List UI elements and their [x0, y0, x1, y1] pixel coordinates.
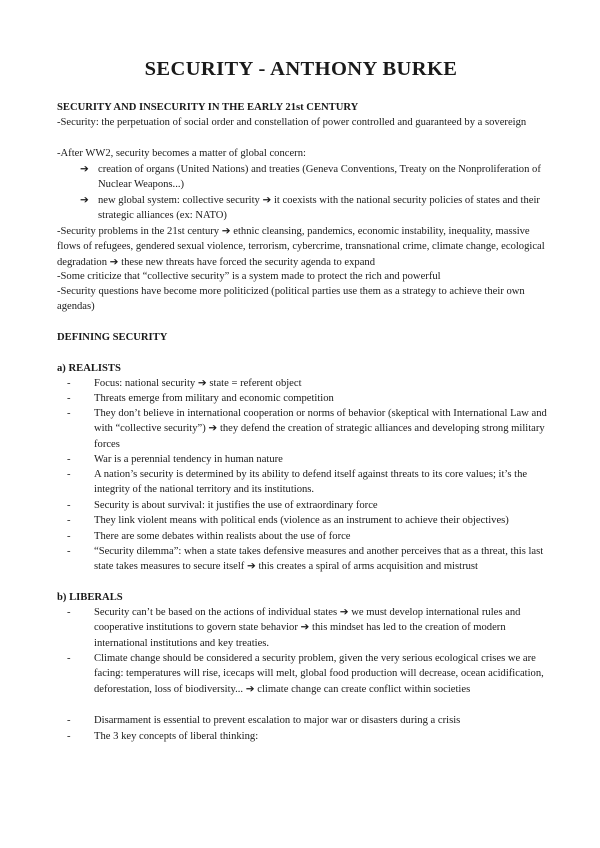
- list-item: [67, 498, 551, 513]
- list-item-text: Security is about survival: it justifies the use of extraordinary force: [94, 500, 378, 511]
- page-title: SECURITY - ANTHONY BURKE: [144, 58, 458, 80]
- paragraph-security-definition: -Security: the perpetuation of social order and constellation of power controlled and guaranteed by a sovereign: [57, 117, 527, 128]
- dash-marker: -: [67, 607, 71, 618]
- list-item: [67, 729, 551, 744]
- list-item: [67, 513, 551, 528]
- paragraph-collective-security-criticism: -Some criticize that “collective security” is a system made to protect the rich and powerful: [57, 271, 441, 282]
- list-item: [67, 376, 551, 391]
- list-item-text: “Security dilemma”: when a state takes defensive measures and another perceives that as a threat, this last state takes measures to secure itself ➔ this creates a spiral of arms acquisition and mistrust: [94, 546, 544, 573]
- paragraph-after-ww2: -After WW2, security becomes a matter of global concern:: [57, 148, 306, 159]
- list-item: [67, 713, 551, 728]
- arrow-list-item: [80, 193, 550, 224]
- list-item-text: creation of organs (United Nations) and treaties (Geneva Conventions, Treaty on the Nonproliferation of Nuclear Weapons...): [98, 164, 541, 191]
- dash-marker: -: [67, 546, 71, 557]
- list-item: [67, 467, 551, 498]
- list-item: [67, 391, 551, 406]
- dash-marker: -: [67, 531, 71, 542]
- arrow-icon: ➔: [80, 195, 89, 206]
- paragraph-security-problems: -Security problems in the 21st century ➔ ethnic cleansing, pandemics, economic instability, inequality, massive flows of refugees, gendered sexual violence, terrorism, cybercrime, transnational crime, climate change, ecological degradation ➔ these new threats have forced the security agenda to expand: [57, 226, 545, 268]
- arrow-list-item: [80, 162, 550, 193]
- dash-marker: -: [67, 500, 71, 511]
- list-item-text: The 3 key concepts of liberal thinking:: [94, 731, 259, 742]
- list-item: [67, 651, 551, 697]
- dash-marker: -: [67, 378, 71, 389]
- dash-marker: -: [67, 715, 71, 726]
- dash-marker: -: [67, 469, 71, 480]
- list-item-text: new global system: collective security ➔ it coexists with the national security policies of states and their strategic alliances (ex: NATO): [98, 195, 540, 222]
- list-item-text: Disarmament is essential to prevent escalation to major war or disasters during a crisis: [94, 715, 461, 726]
- dash-marker: -: [67, 515, 71, 526]
- list-item-text: They link violent means with political ends (violence as an instrument to achieve their objectives): [94, 515, 509, 526]
- list-item-text: War is a perennial tendency in human nature: [94, 454, 283, 465]
- list-item-text: Threats emerge from military and economic competition: [94, 393, 334, 404]
- dash-marker: -: [67, 393, 71, 404]
- subheading-realists: a) REALISTS: [57, 363, 121, 374]
- list-item-text: Security can’t be based on the actions of individual states ➔ we must develop international rules and cooperative institutions to govern state behavior ➔ this mindset has led to the creation of modern international institutions and key treaties.: [94, 607, 521, 649]
- paragraph-politicized: -Security questions have become more politicized (political parties use them as a strategy to achieve their own agendas): [57, 286, 525, 313]
- list-item-text: Climate change should be considered a security problem, given the very serious ecological crises we are facing: temperatures will rise, icecaps will melt, global food production will decrease, ocean acidification, deforestation, loss of biodiversity... ➔ climate change can create conflict within societies: [94, 653, 544, 695]
- list-item: [67, 605, 551, 651]
- list-item: [67, 452, 551, 467]
- list-item: [67, 406, 551, 452]
- dash-marker: -: [67, 454, 71, 465]
- section-heading-defining-security: DEFINING SECURITY: [57, 332, 168, 343]
- subheading-liberals: b) LIBERALS: [57, 592, 123, 603]
- dash-marker: -: [67, 653, 71, 664]
- dash-marker: -: [67, 731, 71, 742]
- list-item: [67, 529, 551, 544]
- list-item: [67, 544, 551, 575]
- list-item-text: There are some debates within realists about the use of force: [94, 531, 351, 542]
- arrow-icon: ➔: [80, 164, 89, 175]
- list-item-text: They don’t believe in international cooperation or norms of behavior (skeptical with International Law and with “collective security”) ➔ they defend the creation of strategic alliances and developing strong military forces: [94, 408, 547, 450]
- list-item-text: A nation’s security is determined by its ability to defend itself against threats to its core values; it’s the integrity of the national territory and its institutions.: [94, 469, 528, 496]
- dash-marker: -: [67, 408, 71, 419]
- list-item-text: Focus: national security ➔ state = referent object: [94, 378, 302, 389]
- section-heading-security-insecurity: SECURITY AND INSECURITY IN THE EARLY 21st CENTURY: [57, 102, 359, 113]
